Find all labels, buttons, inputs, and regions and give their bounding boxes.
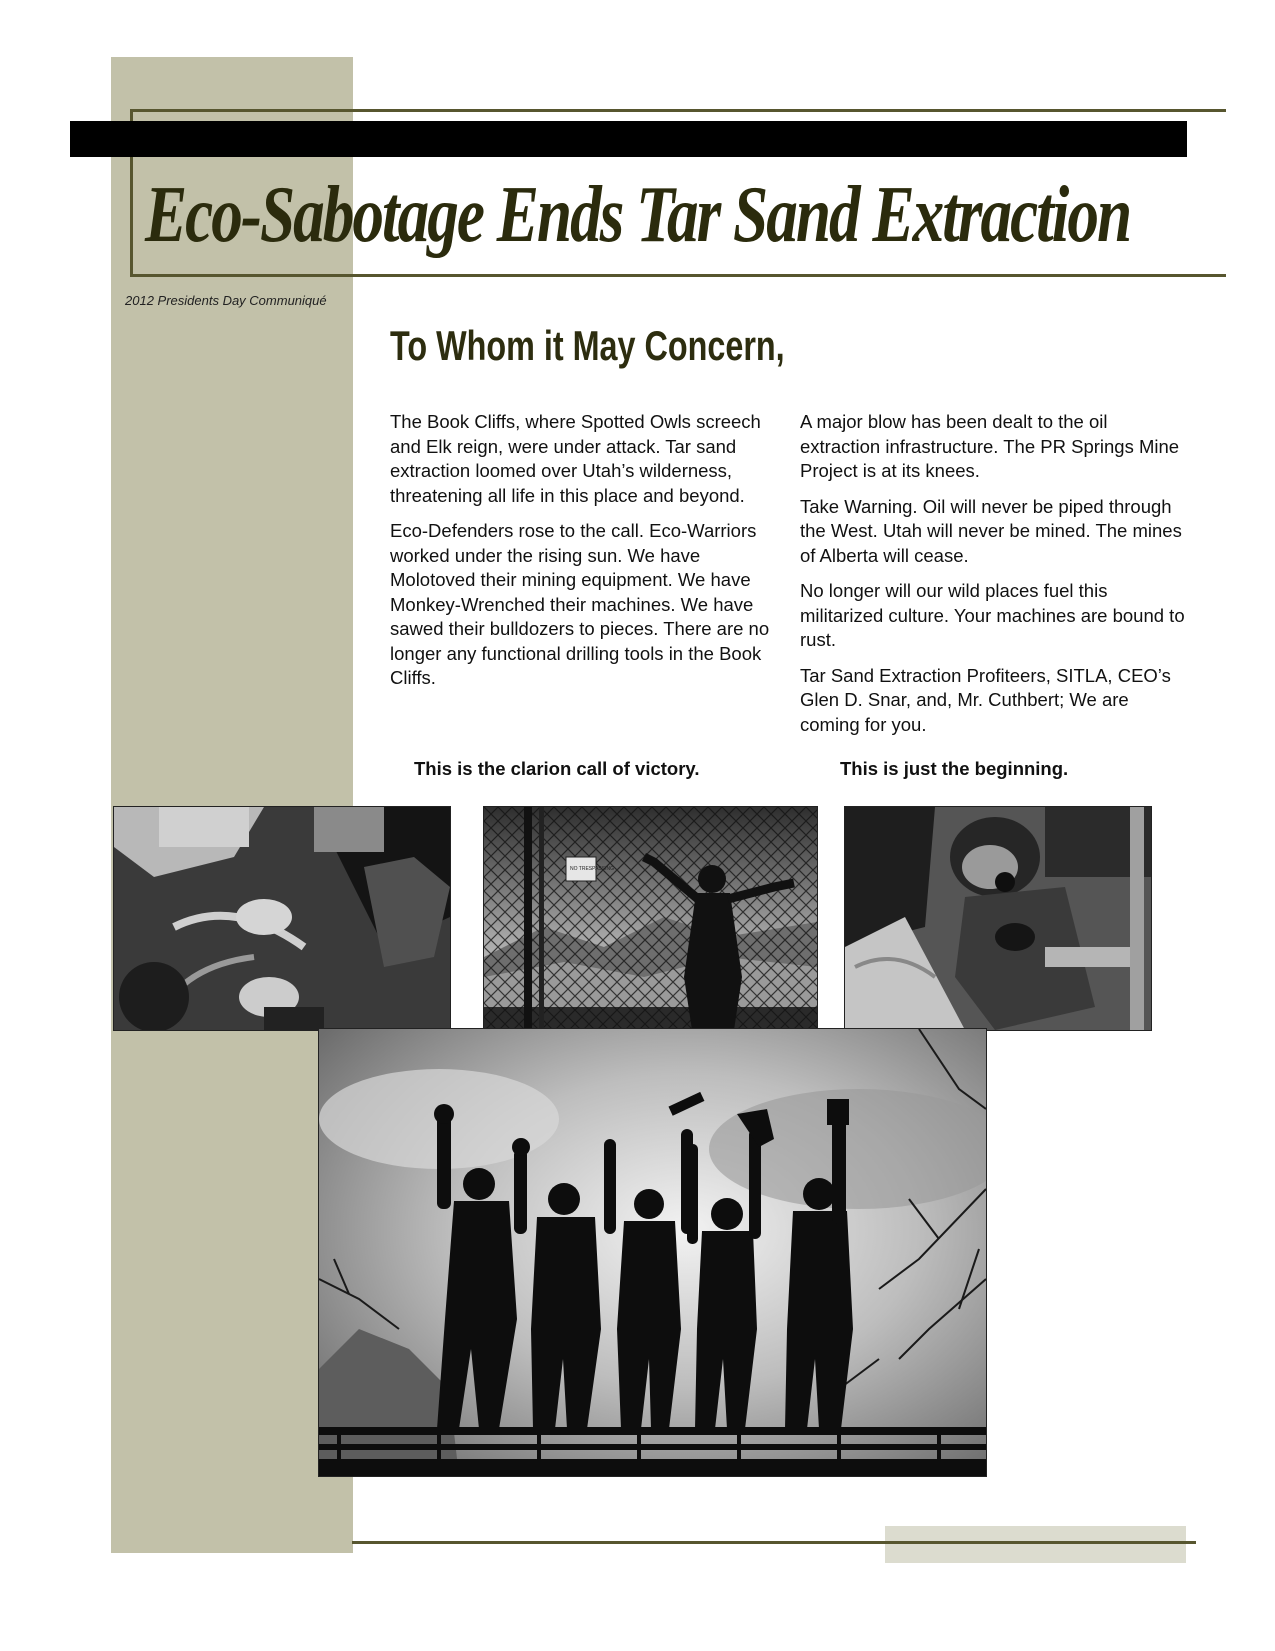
photo-fence-figure — [483, 806, 818, 1031]
footer-box — [885, 1526, 1186, 1563]
paragraph: No longer will our wild places fuel this militarized culture. Your machines are bound to rust. — [800, 580, 1185, 650]
headline: Eco-Sabotage Ends Tar Sand Extraction — [145, 171, 1131, 259]
photo-pipe-work — [844, 806, 1152, 1031]
paragraph: A major blow has been dealt to the oil extraction infrastructure. The PR Springs Mine Project is at its knees. — [800, 411, 1180, 481]
paragraph: Eco-Defenders rose to the call. Eco-Warriors worked under the rising sun. We have Molotoved their mining equipment. We have Monkey-Wrenched their machines. We have sawed their bulldozers to pieces. There are no longer any functional drilling tools in the Book Cliffs. — [390, 520, 770, 688]
text-column-right — [800, 410, 1185, 748]
sidebar-band — [111, 57, 353, 1553]
closing-line-left: This is the clarion call of victory. — [414, 758, 700, 779]
footer-rule — [352, 1541, 1196, 1544]
photo-sabotage-machinery — [113, 806, 451, 1031]
dateline: 2012 Presidents Day Communiqué — [125, 293, 327, 308]
salutation: To Whom it May Concern, — [390, 322, 785, 369]
title-frame-bottom-rule — [130, 274, 1226, 277]
title-frame-top-rule — [130, 109, 1226, 112]
closing-line-right: This is just the beginning. — [840, 758, 1069, 779]
header-black-bar — [70, 121, 1187, 157]
photo-group-silhouette — [318, 1028, 987, 1477]
paragraph: The Book Cliffs, where Spotted Owls screech and Elk reign, were under attack. Tar sand extraction loomed over Utah’s wilderness, threatening all life in this place and beyond. — [390, 411, 761, 506]
paragraph: Tar Sand Extraction Profiteers, SITLA, CEO’s Glen D. Snar, and, Mr. Cuthbert; We are coming for you. — [800, 664, 1171, 735]
sign-text: NO TRESPASSING — [570, 866, 614, 872]
paragraph: Take Warning. Oil will never be piped through the West. Utah will never be mined. The mines of Alberta will cease. — [800, 495, 1182, 566]
text-column-left — [390, 410, 775, 702]
